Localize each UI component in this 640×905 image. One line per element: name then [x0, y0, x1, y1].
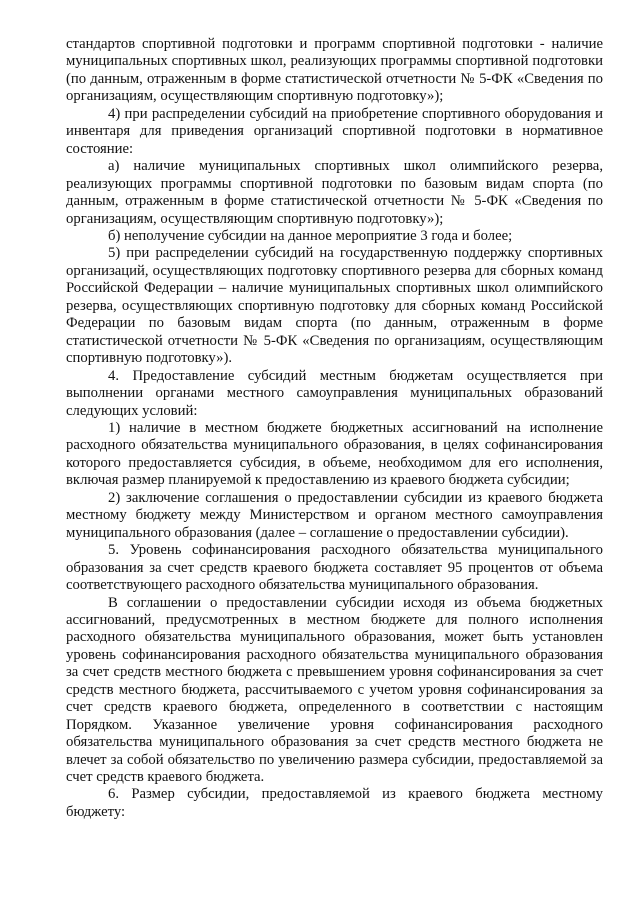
paragraph-item-4: 4) при распределении субсидий на приобретение спортивного оборудования и инвентаря для приведения организаций спортивной подготовки в нормативное состояние: [66, 105, 603, 157]
paragraph-condition-2: 2) заключение соглашения о предоставлении субсидии из краевого бюджета местному бюджету между Министерством и органом местного самоуправления муниципального образования (далее – соглашение о предоставлении субсидии). [66, 489, 603, 541]
paragraph-section-5: 5. Уровень софинансирования расходного обязательства муниципального образования за счет средств краевого бюджета составляет 95 процентов от объема соответствующего расходного обязательства муниципального образования. [66, 542, 603, 594]
paragraph-condition-1: 1) наличие в местном бюджете бюджетных ассигнований на исполнение расходного обязательства муниципального образования, в целях софинансирования которого предоставляется субсидия, в объеме, необходимом для его исполнения, включая размер планируемой к предоставлению из краевого бюджета субсидии; [66, 419, 603, 489]
document-page [66, 36, 603, 821]
paragraph-cofinancing-agreement: В соглашении о предоставлении субсидии исходя из объема бюджетных ассигнований, предусмотренных в местном бюджете для полного исполнения расходного обязательства муниципального образования, может быть установлен уровень софинансирования расходного обязательства муниципального образования за счет средств местного бюджета с превышением уровня софинансирования за счет средств местного бюджета, рассчитываемого с учетом уровня софинансирования за счет средств краевого бюджета, определенного в соответствии с настоящим Порядком. Указанное увеличение уровня софинансирования расходного обязательства муниципального образования за счет средств местного бюджета не влечет за собой обязательство по увеличению размера субсидии, предоставляемой за счет средств краевого бюджета. [66, 594, 603, 786]
paragraph-section-4: 4. Предоставление субсидий местным бюджетам осуществляется при выполнении органами местного самоуправления муниципальных образований следующих условий: [66, 367, 603, 419]
paragraph-continuation: стандартов спортивной подготовки и программ спортивной подготовки - наличие муниципальных спортивных школ, реализующих программы спортивной подготовки (по данным, отраженным в форме статистической отчетности № 5-ФК «Сведения по организациям, осуществляющим спортивную подготовку»); [66, 36, 603, 105]
paragraph-subitem-a: а) наличие муниципальных спортивных школ олимпийского резерва, реализующих программы спортивной подготовки по базовым видам спорта (по данным, отраженным в форме статистической отчетности № 5-ФК «Сведения по организациям, осуществляющим спортивную подготовку»); [66, 158, 603, 227]
paragraph-section-6: 6. Размер субсидии, предоставляемой из краевого бюджета местному бюджету: [66, 786, 603, 820]
paragraph-item-5: 5) при распределении субсидий на государственную поддержку спортивных организаций, осуществляющих подготовку спортивного резерва для сборных команд Российской Федерации – наличие муниципальных спортивных школ олимпийского резерва, осуществляющих спортивную подготовку для сборных команд Российской Федерации по базовым видам спорта (по данным, отраженным в форме статистической отчетности № 5-ФК «Сведения по организациям, осуществляющим спортивную подготовку»). [66, 245, 603, 367]
paragraph-subitem-b: б) неполучение субсидии на данное мероприятие 3 года и более; [108, 227, 513, 244]
